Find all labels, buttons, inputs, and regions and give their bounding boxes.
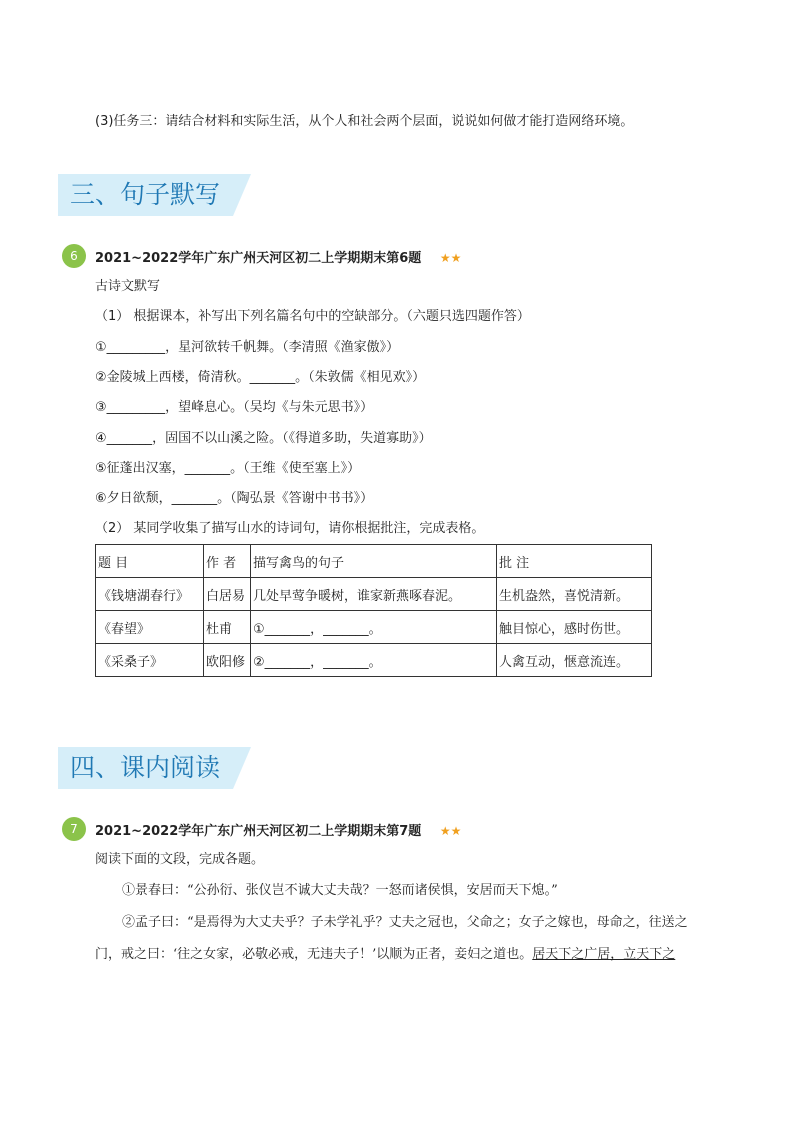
poem-table — [95, 544, 652, 677]
table-header-row — [96, 545, 652, 578]
question-instruction: 阅读下面的文段，完成各题。 — [95, 852, 265, 867]
passage-underlined-text: 居天下之广居，立天下之 — [532, 947, 676, 962]
table-cell: 《钱塘湖春行》 — [96, 578, 204, 611]
difficulty-stars: ★★ — [439, 824, 462, 838]
section-title-4: 四、课内阅读 — [70, 753, 221, 782]
table-cell: 欧阳修 — [204, 644, 251, 677]
table-cell: ②_______，_______。 — [251, 644, 497, 677]
question-header — [95, 249, 461, 268]
fill-item: ⑤征蓬出汉塞，_______。（王维《使至塞上》） — [95, 461, 361, 476]
passage-text: 门，戒之曰：‘往之女家，必敬必戒，无违夫子！’以顺为正者，妾妇之道也。 — [95, 947, 533, 962]
task3-text: (3)任务三：请结合材料和实际生活，从个人和社会两个层面，说说如何做才能打造网络环境。 — [95, 114, 634, 129]
fill-item: ⑥夕日欲颓，_______。（陶弘景《答谢中书书》） — [95, 491, 374, 506]
table-header-cell: 作 者 — [204, 545, 251, 578]
fill-item: ①_________，星河欲转千帆舞。（李清照《渔家傲》） — [95, 340, 400, 355]
table-header-cell: 描写禽鸟的句子 — [251, 545, 497, 578]
table-cell: ①_______，_______。 — [251, 611, 497, 644]
section-banner-3 — [58, 174, 233, 216]
fill-item: ③_________，望峰息心。（吴均《与朱元思书》） — [95, 400, 374, 415]
question-part-1: （1） 根据课本，补写出下列名篇名句中的空缺部分。（六题只选四题作答） — [95, 309, 530, 324]
difficulty-stars: ★★ — [439, 251, 462, 265]
table-cell: 生机盎然，喜悦清新。 — [497, 578, 652, 611]
fill-item: ②金陵城上西楼，倚清秋。_______。（朱敦儒《相见欢》） — [95, 370, 426, 385]
table-cell: 触目惊心，感时伤世。 — [497, 611, 652, 644]
table-header-cell: 题 目 — [96, 545, 204, 578]
passage-paragraph-2-line-1: ②孟子曰：“是焉得为大丈夫乎？子未学礼乎？丈夫之冠也，父命之；女子之嫁也，母命之，往送之 — [122, 915, 688, 930]
question-header — [95, 822, 461, 841]
section-title-3: 三、句子默写 — [70, 180, 221, 209]
table-header-cell: 批 注 — [497, 545, 652, 578]
table-cell: 几处早莺争暖树，谁家新燕啄春泥。 — [251, 578, 497, 611]
passage-paragraph-1: ①景春曰：“公孙衍、张仪岂不诚大丈夫哉？一怒而诸侯惧，安居而天下熄。” — [122, 883, 558, 898]
table-cell: 白居易 — [204, 578, 251, 611]
question-number-badge: 7 — [62, 817, 86, 841]
fill-item: ④_______，固国不以山溪之险。（《得道多助，失道寡助》） — [95, 431, 432, 446]
question-part-2: （2） 某同学收集了描写山水的诗词句，请你根据批注，完成表格。 — [95, 521, 485, 536]
table-cell: 《春望》 — [96, 611, 204, 644]
question-source: 2021~2022学年广东广州天河区初二上学期期末第6题 — [95, 251, 422, 266]
table-row — [96, 611, 652, 644]
table-row — [96, 644, 652, 677]
question-source: 2021~2022学年广东广州天河区初二上学期期末第7题 — [95, 824, 422, 839]
table-cell: 《采桑子》 — [96, 644, 204, 677]
passage-paragraph-2-line-2 — [95, 946, 675, 964]
question-number-badge: 6 — [62, 244, 86, 268]
table-cell: 人禽互动，惬意流连。 — [497, 644, 652, 677]
section-banner-4 — [58, 747, 233, 789]
question-title: 古诗文默写 — [95, 279, 161, 294]
table-cell: 杜甫 — [204, 611, 251, 644]
table-row — [96, 578, 652, 611]
